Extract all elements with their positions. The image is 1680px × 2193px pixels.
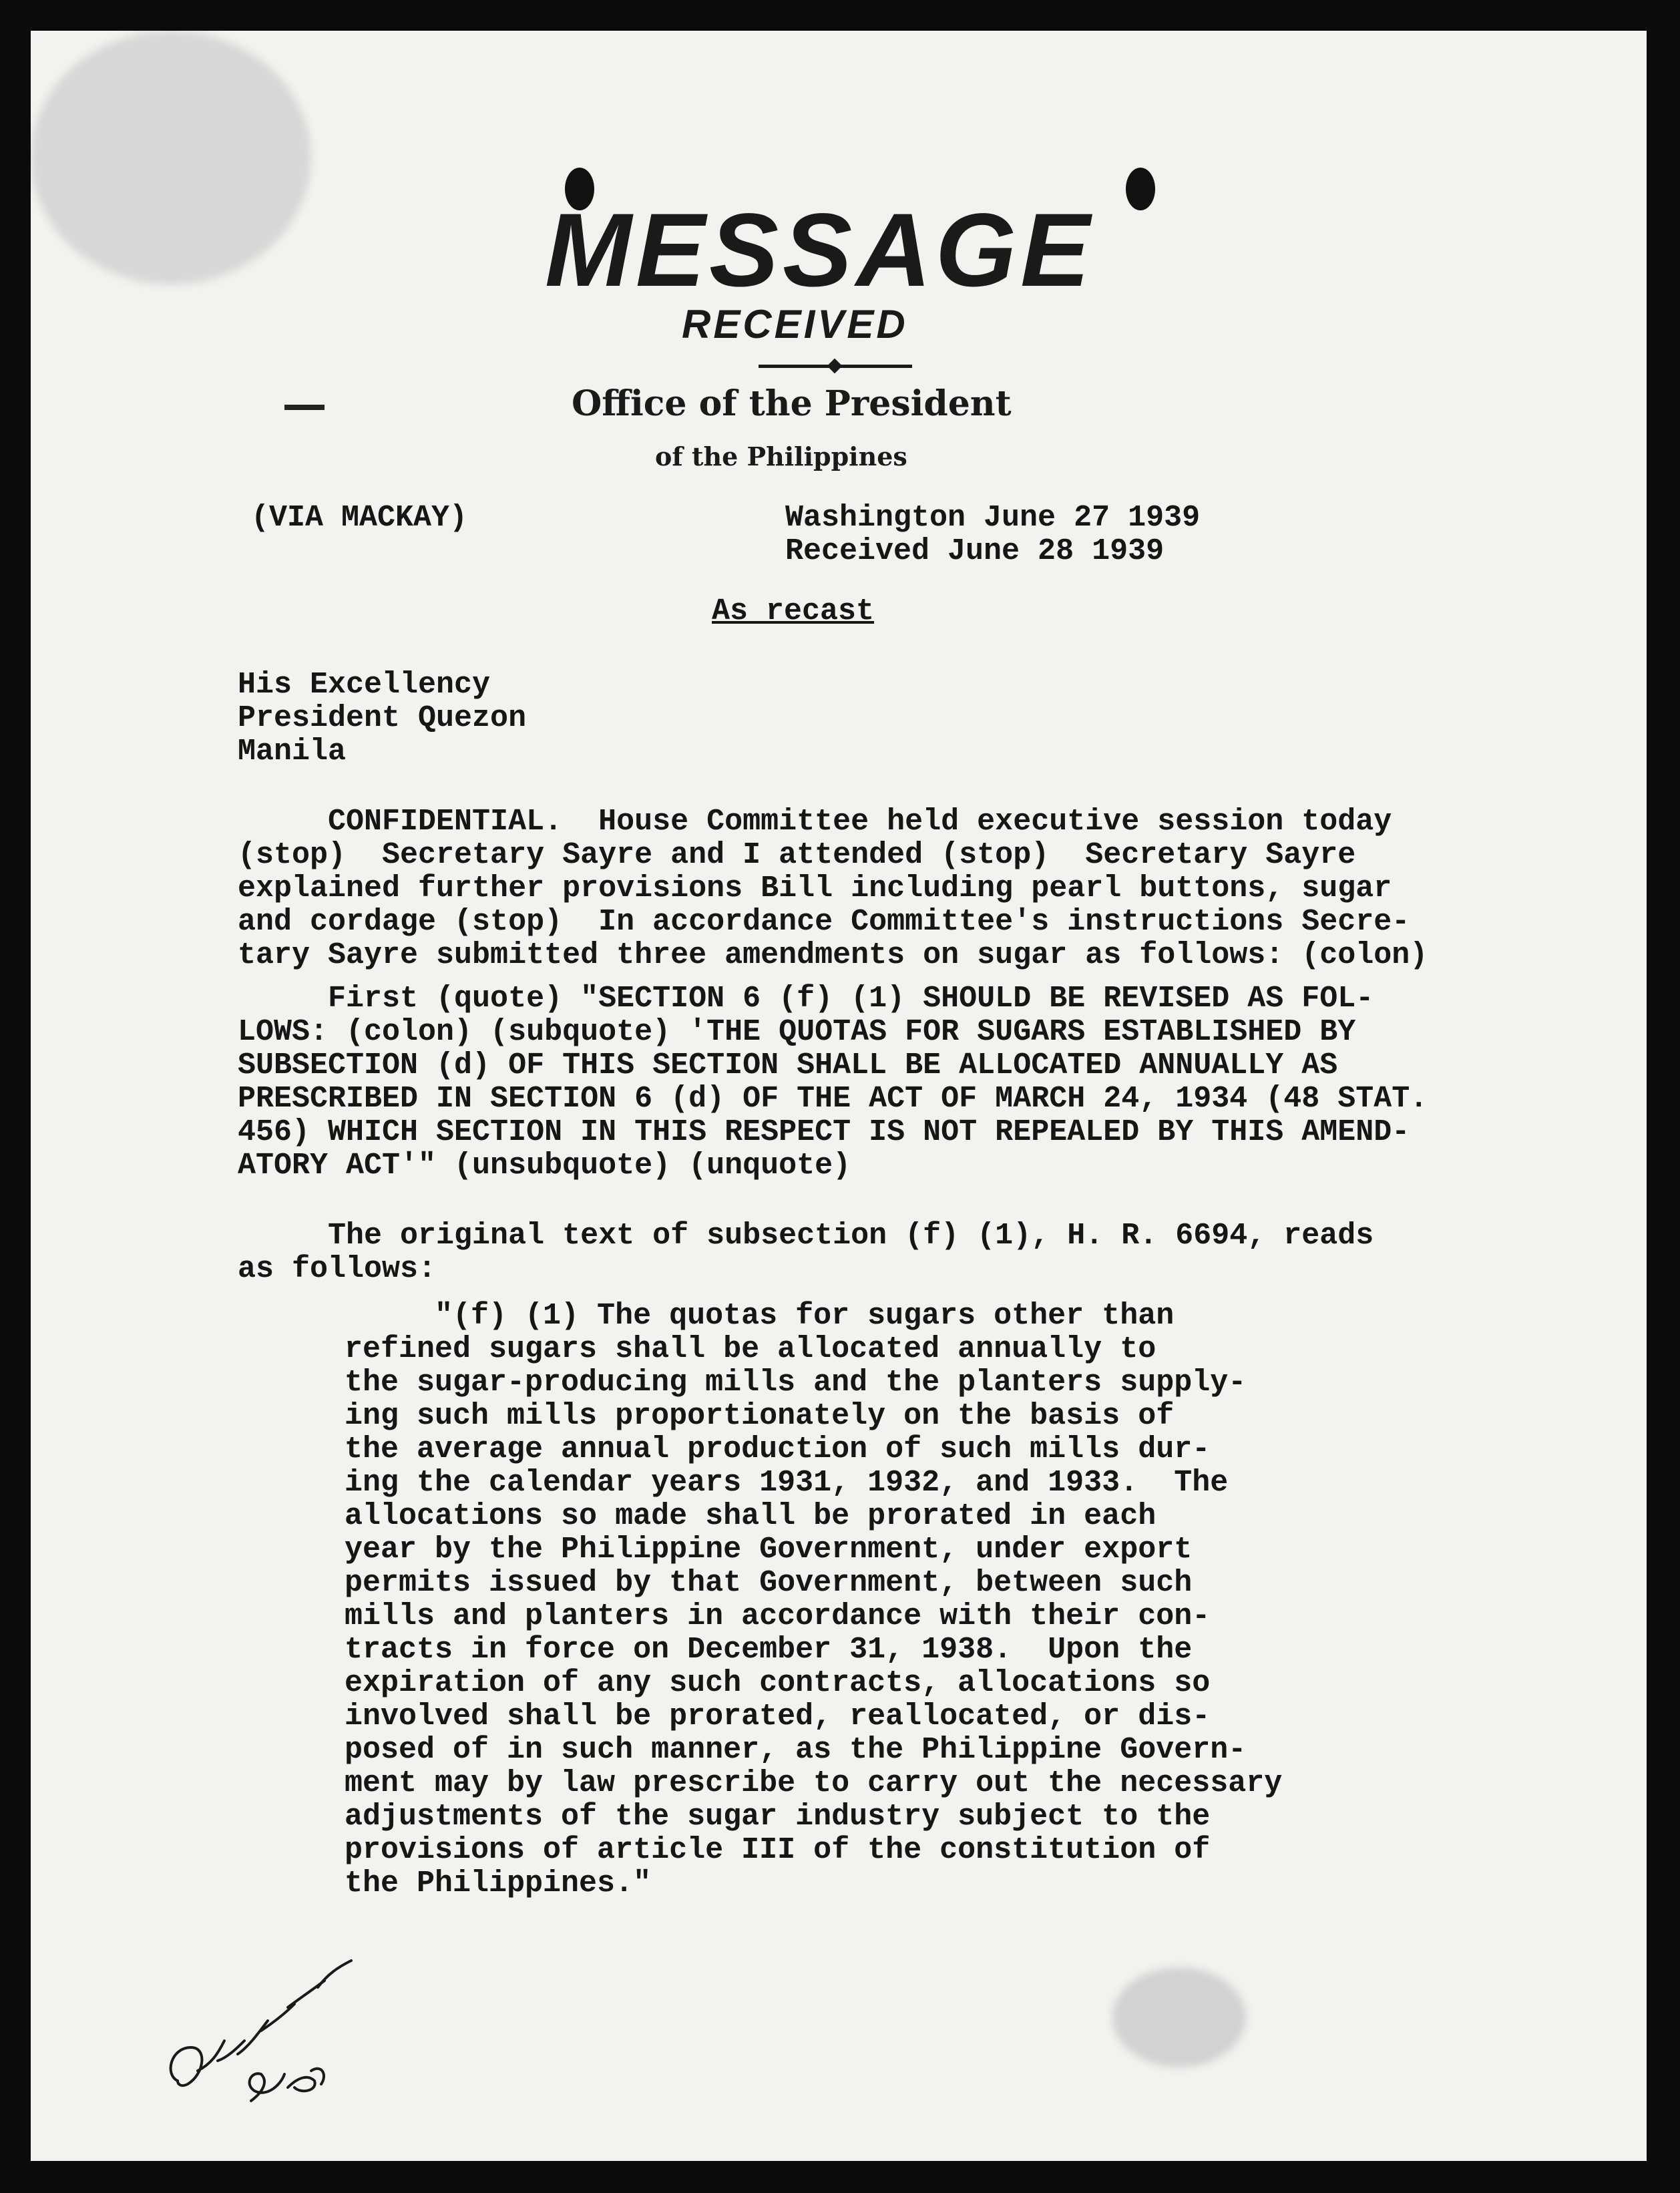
smudge-top-left (31, 31, 311, 284)
punch-hole-right (1126, 168, 1155, 210)
ink-mark (284, 405, 325, 410)
letterhead-ornament (827, 359, 843, 374)
body-paragraph-original-text: The original text of subsection (f) (1), H. R. 6694, reads as follows: (238, 1219, 1374, 1286)
addressee-line: President Quezon (238, 701, 527, 735)
letterhead-office: Office of the President (572, 383, 1012, 424)
letterhead-subtitle: RECEIVED (682, 302, 908, 347)
quoted-subsection: "(f) (1) The quotas for sugars other than refined sugars shall be allocated annually to the sugar-producing mills and the planters supply- ing such mills proportionately on the basis of the average annual production of such mills dur- ing the calendar years 1931, 1932, and 1933. The allocations so made shall be prorated in each year by the Philippine Government, under export permits issued by that Government, between such mills and planters in accordance with their con- tracts in force on December 31, 1938. Upon the expiration of any such contracts, allocations so involved shall be prorated, reallocated, or dis- posed of in such manner, as the Philippine Govern- ment may by law prescribe to carry out the necessary adjustments of the sugar industry subject to the provisions of article III of the constitution of the Philippines." (345, 1299, 1283, 1901)
sent-date: Washington June 27 1939 (785, 501, 1201, 535)
addressee-line: His Excellency (238, 668, 491, 702)
recast-heading: As recast (712, 594, 875, 628)
handwritten-signature (151, 1947, 418, 2121)
received-date: Received June 28 1939 (785, 534, 1165, 568)
routing-note: (VIA MACKAY) (251, 501, 468, 535)
message-page (31, 31, 1647, 2161)
addressee-line: Manila (238, 735, 347, 769)
letterhead-title: MESSAGE (545, 192, 1094, 309)
body-paragraph-confidential: CONFIDENTIAL. House Committee held executive session today (stop) Secretary Sayre and I attended (stop) Secretary Sayre explained further provisions Bill including pearl buttons, sugar and cordage (stop) In accordance Committee's instructions Secre- tary Sayre submitted three amendments on sugar as follows: (colon) (238, 805, 1428, 972)
letterhead-country: of the Philippines (655, 441, 907, 471)
body-paragraph-amendment: First (quote) "SECTION 6 (f) (1) SHOULD BE REVISED AS FOL- LOWS: (colon) (subquote) 'THE QUOTAS FOR SUGARS ESTABLISHED BY SUBSECTION (d) OF THIS SECTION SHALL BE ALLOCATED ANNUALLY AS PRESCRIBED IN SECTION 6 (d) OF THE ACT OF MARCH 24, 1934 (48 STAT. 456) WHICH SECTION IN THIS RESPECT IS NOT REPEALED BY THIS AMEND- ATORY ACT'" (unsubquote) (unquote) (238, 982, 1428, 1183)
smudge-bottom (1112, 1967, 1246, 2067)
